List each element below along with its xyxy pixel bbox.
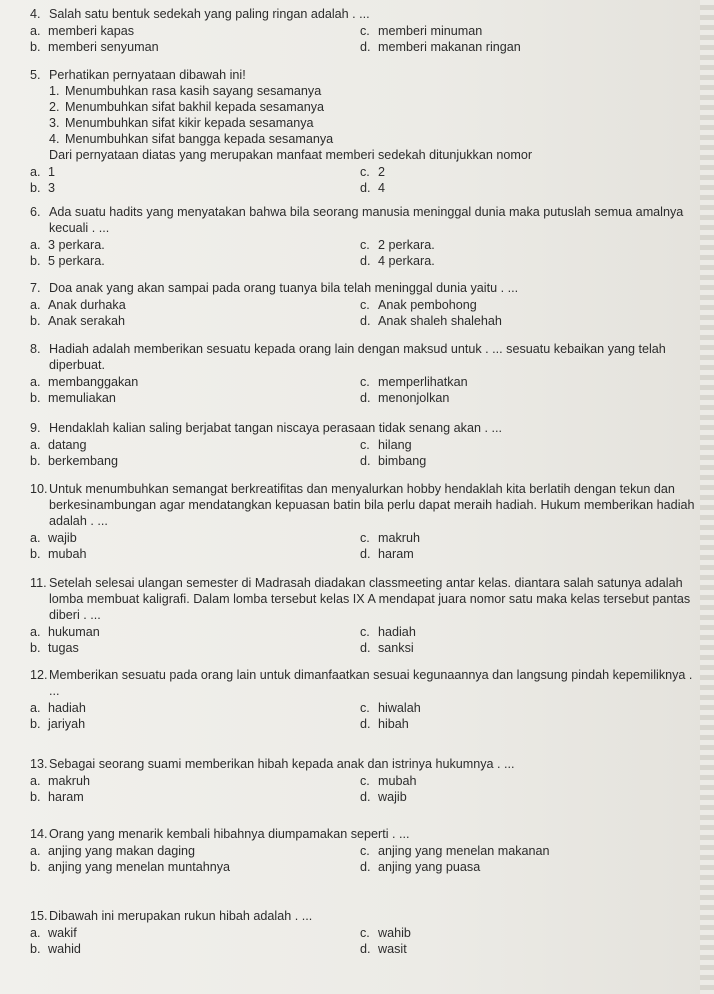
- option-a[interactable]: a. 1: [30, 165, 56, 179]
- answer-options: [30, 297, 706, 329]
- question-8: [30, 341, 706, 406]
- option-b[interactable]: b. Anak serakah: [30, 314, 126, 328]
- option-b[interactable]: b. anjing yang menelan muntahnya: [30, 860, 231, 874]
- question-number: 15.: [30, 909, 48, 923]
- answer-options: [30, 773, 706, 805]
- question-stem: Untuk menumbuhkan semangat berkreatifitas dan menyalurkan hobby hendaklah kita berlatih dengan tekun dan berkesinambungan agar mendatangkan kepuasan batin bila perlu dapat meraih hadiah. Hukum memberikan hadiah adalah . ...: [49, 482, 695, 528]
- question-14: [30, 826, 706, 875]
- option-c[interactable]: c. mubah: [360, 774, 417, 788]
- option-c[interactable]: c. hiwalah: [360, 701, 421, 715]
- option-b[interactable]: b. haram: [30, 790, 84, 804]
- question-number: 7.: [30, 281, 41, 295]
- option-d[interactable]: d. haram: [360, 547, 414, 561]
- option-b[interactable]: b. wahid: [30, 942, 81, 956]
- answer-options: [30, 374, 706, 406]
- option-a[interactable]: a. Anak durhaka: [30, 298, 126, 312]
- question-9: [30, 420, 706, 469]
- option-b[interactable]: b. memberi senyuman: [30, 40, 159, 54]
- answer-options: [30, 925, 706, 957]
- answer-options: [30, 164, 706, 196]
- question-6: [30, 204, 706, 269]
- option-a[interactable]: a. hukuman: [30, 625, 100, 639]
- option-d[interactable]: d. wajib: [360, 790, 407, 804]
- option-d[interactable]: d. menonjolkan: [360, 391, 450, 405]
- question-stem: Salah satu bentuk sedekah yang paling ringan adalah . ...: [49, 7, 370, 21]
- answer-options: [30, 237, 706, 269]
- question-number: 14.: [30, 827, 48, 841]
- option-a[interactable]: a. 3 perkara.: [30, 238, 105, 252]
- statement-1: 1. Menumbuhkan rasa kasih sayang sesamanya: [49, 84, 322, 98]
- question-stem: Perhatikan pernyataan dibawah ini!: [49, 68, 246, 82]
- question-10: [30, 481, 706, 562]
- question-stem: Dibawah ini merupakan rukun hibah adalah . ...: [49, 909, 313, 923]
- question-number: 4.: [30, 7, 41, 21]
- question-number: 12.: [30, 668, 48, 682]
- question-number: 11.: [30, 576, 47, 590]
- question-stem: Setelah selesai ulangan semester di Madrasah diadakan classmeeting antar kelas. diantara salah satunya adalah lomba membuat kaligrafi. Dalam lomba tersebut kelas IX A mendapat juara nomor satu maka kelas tersebut pantas diberi . ...: [49, 576, 691, 622]
- question-stem: Hendaklah kalian saling berjabat tangan niscaya perasaan tidak senang akan . ...: [49, 421, 502, 435]
- answer-options: [30, 23, 706, 55]
- question-stem: Doa anak yang akan sampai pada orang tuanya bila telah meninggal dunia yaitu . ...: [49, 281, 519, 295]
- option-c[interactable]: c. 2: [360, 165, 386, 179]
- question-number: 8.: [30, 342, 41, 356]
- option-d[interactable]: d. wasit: [360, 942, 407, 956]
- option-d[interactable]: d. memberi makanan ringan: [360, 40, 521, 54]
- question-4: [30, 6, 706, 55]
- option-a[interactable]: a. wakif: [30, 926, 77, 940]
- question-number: 6.: [30, 205, 41, 219]
- option-a[interactable]: a. anjing yang makan daging: [30, 844, 196, 858]
- question-number: 9.: [30, 421, 41, 435]
- option-a[interactable]: a. makruh: [30, 774, 90, 788]
- option-b[interactable]: b. mubah: [30, 547, 87, 561]
- question-5: [30, 67, 706, 196]
- statement-3: 3. Menumbuhkan sifat kikir kepada sesamanya: [49, 116, 314, 130]
- option-d[interactable]: d. Anak shaleh shalehah: [360, 314, 502, 328]
- question-number: 10.: [30, 482, 48, 496]
- option-a[interactable]: a. memberi kapas: [30, 24, 135, 38]
- question-stem: Sebagai seorang suami memberikan hibah kepada anak dan istrinya hukumnya . ...: [49, 757, 515, 771]
- option-c[interactable]: c. anjing yang menelan makanan: [360, 844, 550, 858]
- answer-options: [30, 437, 706, 469]
- option-d[interactable]: d. bimbang: [360, 454, 427, 468]
- question-number: 13.: [30, 757, 48, 771]
- question-followup: Dari pernyataan diatas yang merupakan manfaat memberi sedekah ditunjukkan nomor: [49, 148, 533, 162]
- question-11: [30, 575, 706, 656]
- question-13: [30, 756, 706, 805]
- option-c[interactable]: c. 2 perkara.: [360, 238, 435, 252]
- option-c[interactable]: c. memberi minuman: [360, 24, 483, 38]
- option-b[interactable]: b. 3: [30, 181, 56, 195]
- option-a[interactable]: a. hadiah: [30, 701, 86, 715]
- option-c[interactable]: c. Anak pembohong: [360, 298, 477, 312]
- option-b[interactable]: b. tugas: [30, 641, 79, 655]
- statement-4: 4. Menumbuhkan sifat bangga kepada sesamanya: [49, 132, 334, 146]
- option-c[interactable]: c. makruh: [360, 531, 420, 545]
- answer-options: [30, 530, 706, 562]
- option-d[interactable]: d. sanksi: [360, 641, 414, 655]
- question-stem: Memberikan sesuatu pada orang lain untuk dimanfaatkan sesuai kegunaannya dan langsung pindah kepemiliknya . ...: [49, 668, 693, 698]
- option-d[interactable]: d. anjing yang puasa: [360, 860, 481, 874]
- question-number: 5.: [30, 68, 41, 82]
- option-c[interactable]: c. memperlihatkan: [360, 375, 468, 389]
- option-a[interactable]: a. wajib: [30, 531, 77, 545]
- option-c[interactable]: c. hadiah: [360, 625, 416, 639]
- option-b[interactable]: b. jariyah: [30, 717, 86, 731]
- option-d[interactable]: d. hibah: [360, 717, 409, 731]
- question-stem: Hadiah adalah memberikan sesuatu kepada orang lain dengan maksud untuk . ... sesuatu kebaikan yang telah diperbuat.: [49, 342, 666, 372]
- answer-options: [30, 624, 706, 656]
- question-7: [30, 280, 706, 329]
- question-stem: Orang yang menarik kembali hibahnya diumpamakan seperti . ...: [49, 827, 410, 841]
- option-d[interactable]: d. 4: [360, 181, 386, 195]
- option-b[interactable]: b. berkembang: [30, 454, 119, 468]
- option-d[interactable]: d. 4 perkara.: [360, 254, 435, 268]
- option-a[interactable]: a. datang: [30, 438, 87, 452]
- question-stem: Ada suatu hadits yang menyatakan bahwa bila seorang manusia meninggal dunia maka putuslah semua amalnya kecuali . ...: [49, 205, 684, 235]
- option-b[interactable]: b. memuliakan: [30, 391, 116, 405]
- option-b[interactable]: b. 5 perkara.: [30, 254, 105, 268]
- statement-2: 2. Menumbuhkan sifat bakhil kepada sesamanya: [49, 100, 325, 114]
- option-c[interactable]: c. wahib: [360, 926, 411, 940]
- question-15: [30, 908, 706, 957]
- answer-options: [30, 700, 706, 732]
- question-12: [30, 667, 706, 732]
- option-a[interactable]: a. membanggakan: [30, 375, 139, 389]
- option-c[interactable]: c. hilang: [360, 438, 412, 452]
- answer-options: [30, 843, 706, 875]
